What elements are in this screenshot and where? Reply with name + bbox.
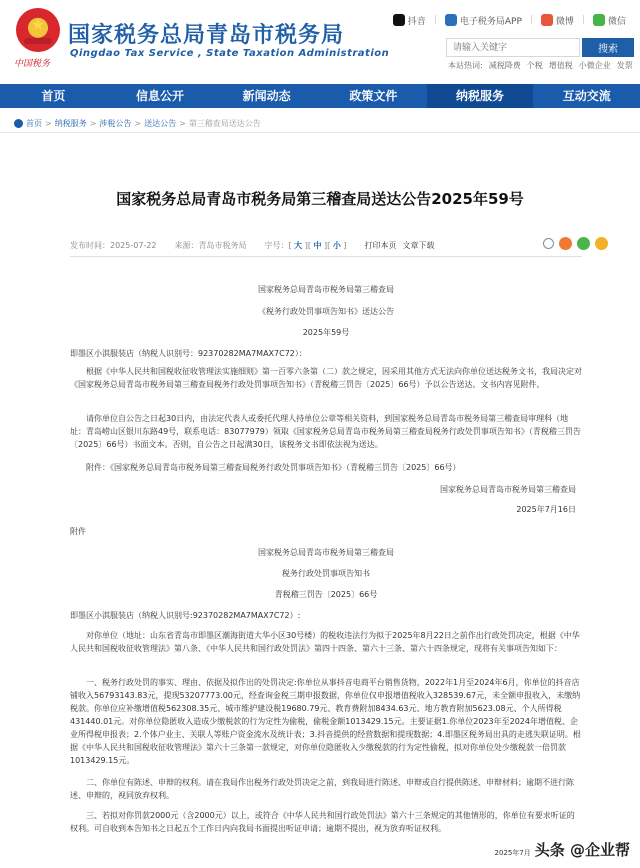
attachment-number: 青税稽三罚告〔2025〕66号: [274, 590, 378, 599]
attachment-addressee: 即墨区小淇服装店（纳税人识别号:92370282MA7MAX7C72）:: [70, 611, 301, 620]
weibo-icon: [541, 14, 553, 26]
search-input[interactable]: [446, 38, 580, 57]
main-nav: [0, 84, 640, 108]
font-medium-button[interactable]: 中: [313, 241, 322, 250]
notice-number: 2025年59号: [302, 328, 350, 337]
attachment-paragraph: 三、若拟对你罚款2000元（含2000元）以上，或符合《中华人民共和国行政处罚法》第六十三条规定的其他情形的，你单位有要求听证的权利。可自收到本告知书之日起五个工作日内向我局书面提出听证申请；逾期不提出，视为放弃听证权利。: [70, 811, 575, 833]
douyin-link[interactable]: 抖音: [393, 14, 426, 27]
share-bar: [543, 237, 608, 250]
notice-paragraph: 根据《中华人民共和国税收征收管理法实施细则》第一百零六条第（二）款之规定，因采用其他方式无法向你单位送达税务文书，我局决定对《国家税务总局青岛市税务局第三稽查局税务行政处罚事项告知书》（青税稽三罚告〔2025〕66号）予以公告送达。文书内容见附件。: [70, 367, 582, 389]
notice-addressee: 即墨区小淇服装店（纳税人识别号：92370282MA7MAX7C72）：: [70, 349, 307, 358]
attachment-label: 附件: [70, 527, 86, 536]
douyin-icon: [393, 14, 405, 26]
print-link[interactable]: 打印本页: [364, 241, 397, 250]
weibo-share-icon[interactable]: [559, 237, 572, 250]
download-link[interactable]: 文章下载: [402, 241, 435, 250]
hotwords: [448, 60, 633, 71]
notice-paragraph: 请你单位自公告之日起30日内，由法定代表人或委托代理人持单位公章等相关资料，到国家税务总局青岛市税务局第三稽查局审理科（地址：青岛崂山区银川东路49号，联系电话：83077979）领取《国家税务总局青岛市税务局第三稽查局税务行政处罚事项告知书》（青税稽三罚告〔2025〕66号）书面文本。否则，自公告之日起满30日，该税务文书即依法视为送达。: [70, 414, 581, 449]
app-icon: [445, 14, 457, 26]
attachment-paragraph: 一、税务行政处罚的事实、理由、依据及拟作出的处罚决定:你单位从事抖音电商平台销售货物，2022年1月至2024年6月，你单位的抖音店铺收入56793143.83元，提现53207773.00元，经查询金税三期申报数据，你单位仅申报增值税收入328539.67元，未全额申报收入，未缴纳税款。你单位应补缴增值税562308.35元、城市维护建设税19680.79元、教育费附加8434.63元、地方教育附加5623.08元、个人所得税431440.01元。对你单位隐匿收入造成少缴税款的行为定性为偷税，偷税金额1013429.15元。主要证据1.你单位2023年至2024年增值税、企业所得税申报表；2.个体户业主、关联人等账户资金流水及统计表；3.抖音提供的经营数据和提现数据；4.即墨区税务局出具的走逃失联证明。根据《中华人民共和国税收征收管理法》第六十三条第一款规定，对你单位隐匿收入少缴税款的行为定性偷税，拟对你单位处少缴税款一倍罚款1013429.15元。: [70, 678, 581, 765]
etax-app-link[interactable]: 电子税务局APP: [445, 14, 522, 27]
notice-date: 2025年7月16日: [516, 505, 576, 514]
notice-issuer: 国家税务总局青岛市税务局第三稽查局: [258, 285, 394, 294]
site-subtitle: Qingdao Tax Service , State Taxation Administration: [70, 48, 390, 59]
article-meta: [70, 240, 435, 251]
nav-item-news[interactable]: 新闻动态: [242, 89, 291, 103]
wechat-icon: [593, 14, 605, 26]
nav-item-tax-service[interactable]: 纳税服务: [427, 84, 534, 108]
weibo-link[interactable]: 微博: [541, 14, 574, 27]
breadcrumb: 首页 > 纳税服务 > 涉税公告 > 送达公告 > 第三稽查局送达公告: [14, 118, 261, 129]
breadcrumb-tax-service[interactable]: 纳税服务: [54, 119, 87, 128]
watermark: 2025年7月 头条 @企业帮: [494, 841, 630, 859]
share-icon[interactable]: [543, 238, 554, 249]
nav-item-policy[interactable]: 政策文件: [349, 89, 398, 103]
attachment-paragraph: 对你单位（地址：山东省青岛市即墨区潮海街道大华小区30号楼）的税收违法行为拟于2025年8月22日之前作出行政处罚决定，根据《中华人民共和国税收征收管理法》第八条、《中华人民共和国行政处罚法》第四十四条、第六十三条、第六十四条规定，现将有关事项告知如下：: [70, 631, 580, 653]
attachment-issuer: 国家税务总局青岛市税务局第三稽查局: [258, 548, 394, 557]
breadcrumb-home[interactable]: 首页: [26, 119, 42, 128]
hotword-link[interactable]: 减税降费: [488, 61, 521, 70]
breadcrumb-notices[interactable]: 涉税公告: [99, 119, 132, 128]
notice-signature: 国家税务总局青岛市税务局第三稽查局: [440, 485, 576, 494]
hotword-link[interactable]: 发票: [616, 61, 633, 70]
publish-date: 发布时间：2025-07-22: [70, 241, 157, 250]
hotword-link[interactable]: 个税: [526, 61, 543, 70]
favorite-icon[interactable]: [595, 237, 608, 250]
attachment-paragraph: 二、你单位有陈述、申辩的权利。请在我局作出税务行政处罚决定之前，到我局进行陈述、申辩或自行提供陈述、申辩材料；逾期不进行陈述、申辩的，视同放弃权利。: [70, 778, 574, 800]
site-header: [0, 0, 640, 82]
star-icon: ★: [30, 15, 46, 34]
location-icon: [14, 119, 23, 128]
tax-emblem-icon: [16, 8, 60, 52]
nav-item-info-disclosure[interactable]: 信息公开: [136, 89, 185, 103]
hotword-link[interactable]: 增值税: [548, 61, 573, 70]
search-button[interactable]: 搜索: [582, 38, 634, 57]
article-title: 国家税务总局青岛市税务局第三稽查局送达公告2025年59号: [116, 190, 524, 208]
wechat-share-icon[interactable]: [577, 237, 590, 250]
attachment-title: 税务行政处罚事项告知书: [282, 569, 370, 578]
breadcrumb-service-notices[interactable]: 送达公告: [144, 119, 177, 128]
notice-attachment: 附件：《国家税务总局青岛市税务局第三稽查局税务行政处罚事项告知书》（青税稽三罚告〔2025〕66号）: [86, 463, 461, 472]
font-size-control: 字号：[ 大 ][ 中 ][ 小 ]: [264, 241, 347, 250]
hotword-link[interactable]: 小微企业: [578, 61, 611, 70]
wechat-link[interactable]: 微信: [593, 14, 626, 27]
brand-mark: 中国税务: [14, 59, 51, 69]
social-links: 抖音 | 电子税务局APP | 微博 | 微信: [393, 12, 626, 28]
hotwords-label: 本站热词:: [448, 61, 483, 70]
notice-heading: 《税务行政处罚事项告知书》送达公告: [258, 307, 394, 316]
nav-item-home[interactable]: 首页: [41, 89, 66, 103]
site-title[interactable]: 国家税务总局青岛市税务局: [68, 23, 345, 48]
nav-item-interaction[interactable]: 互动交流: [562, 89, 611, 103]
font-small-button[interactable]: 小: [332, 241, 341, 250]
breadcrumb-current: 第三稽查局送达公告: [188, 119, 261, 128]
article-source: 来源：青岛市税务局: [174, 241, 247, 250]
font-large-button[interactable]: 大: [294, 241, 303, 250]
